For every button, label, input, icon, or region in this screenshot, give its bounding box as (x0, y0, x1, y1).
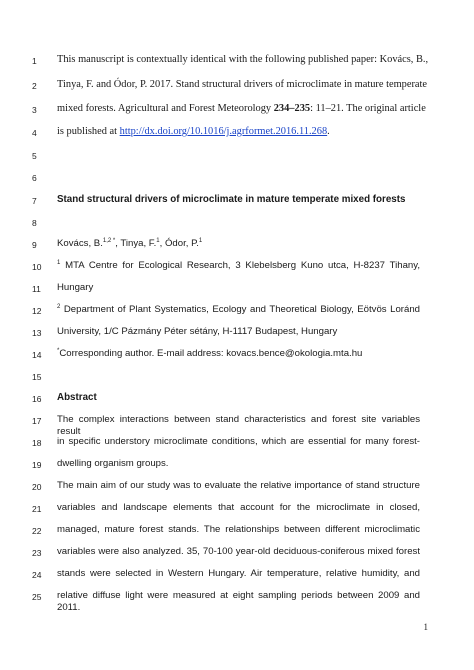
author-kovacs: Kovács, B. (57, 238, 103, 249)
author-line (57, 238, 420, 250)
line-number: 24 (32, 570, 42, 580)
line-number: 14 (32, 350, 42, 360)
affiliation-2-line-1 (57, 304, 420, 316)
abstract-line: The complex interactions between stand characteristics and forest site variables result (57, 414, 420, 437)
author-kovacs-affil: 1,2 * (102, 237, 116, 244)
line-number: 19 (32, 460, 42, 470)
line-number: 9 (32, 240, 37, 250)
line-number: 1 (32, 56, 37, 66)
line-number: 15 (32, 372, 42, 382)
line-number: 25 (32, 592, 42, 602)
abstract-line: relative diffuse light were measured at eight sampling periods between 2009 and 2011. (57, 590, 420, 613)
line-number: 22 (32, 526, 42, 536)
notice-journal-text: mixed forests. Agricultural and Forest Meteorology (57, 103, 274, 114)
abstract-line: variables were also analyzed. 35, 70-100 year-old deciduous-coniferous mixed forest (57, 546, 420, 557)
notice-published-text: is published at (57, 126, 120, 137)
line-number: 18 (32, 438, 42, 448)
author-odor-affil: 1 (198, 237, 203, 244)
affiliation-2-text: Department of Plant Systematics, Ecology and Theoretical Biology, Eötvös Loránd (60, 304, 420, 315)
affiliation-2-line-2: University, 1/C Pázmány Péter sétány, H-1117 Budapest, Hungary (57, 326, 338, 337)
author-tinya: , Tinya, F. (115, 238, 157, 249)
affiliation-1-text: MTA Centre for Ecological Research, 3 Klebelsberg Kuno utca, H-8237 Tihany, (60, 260, 420, 271)
notice-line-1: This manuscript is contextually identical with the following published paper: Kovács, B., (57, 54, 429, 65)
affiliation-1-line-1 (57, 260, 420, 272)
doi-link[interactable]: http://dx.doi.org/10.1016/j.agrformet.2016.11.268 (119, 126, 328, 137)
line-number: 5 (32, 151, 37, 161)
line-number: 20 (32, 482, 42, 492)
corresponding-text: Corresponding author. E-mail address: kovacs.bence@okologia.mta.hu (59, 348, 363, 359)
abstract-line: stands were selected in Western Hungary. Air temperature, relative humidity, and (57, 568, 420, 579)
notice-volume: 234–235 (273, 103, 311, 114)
line-number: 7 (32, 196, 37, 206)
line-number: 3 (32, 105, 37, 115)
notice-line-3 (57, 103, 426, 115)
affiliation-1-marker: 1 (57, 259, 61, 266)
line-number: 17 (32, 416, 42, 426)
author-tinya-affil: 1 (156, 237, 160, 244)
abstract-line: managed, mature forest stands. The relationships between different microclimatic (57, 524, 420, 535)
line-number: 11 (32, 284, 41, 294)
corresponding-author (57, 348, 420, 360)
page-number: 1 (423, 622, 428, 632)
notice-line-4 (57, 126, 420, 138)
line-number: 10 (32, 262, 42, 272)
notice-pages-text: : 11–21. The original article (310, 103, 426, 114)
line-number: 16 (32, 394, 42, 404)
abstract-line: in specific understory microclimate conditions, which are essential for many forest- (57, 436, 420, 447)
author-odor: , Ódor, P. (159, 238, 199, 249)
abstract-line: The main aim of our study was to evaluate the relative importance of stand structure (57, 480, 420, 491)
line-number: 2 (32, 81, 37, 91)
paper-title: Stand structural drivers of microclimate in mature temperate mixed forests (57, 194, 406, 205)
affiliation-2-marker: 2 (57, 303, 61, 310)
abstract-heading: Abstract (57, 392, 97, 403)
line-number: 12 (32, 306, 42, 316)
line-number: 23 (32, 548, 42, 558)
abstract-line: variables and landscape elements that account for the microclimate in closed, (57, 502, 420, 513)
line-number: 21 (32, 504, 42, 514)
line-number: 13 (32, 328, 42, 338)
abstract-line: dwelling organism groups. (57, 458, 169, 469)
notice-line-2: Tinya, F. and Ódor, P. 2017. Stand structural drivers of microclimate in mature temperate (57, 79, 428, 90)
affiliation-1-line-2: Hungary (57, 282, 94, 293)
line-number: 8 (32, 218, 37, 228)
corresponding-marker: * (57, 347, 60, 354)
line-number: 6 (32, 173, 37, 183)
notice-period: . (327, 126, 330, 137)
line-number: 4 (32, 128, 37, 138)
